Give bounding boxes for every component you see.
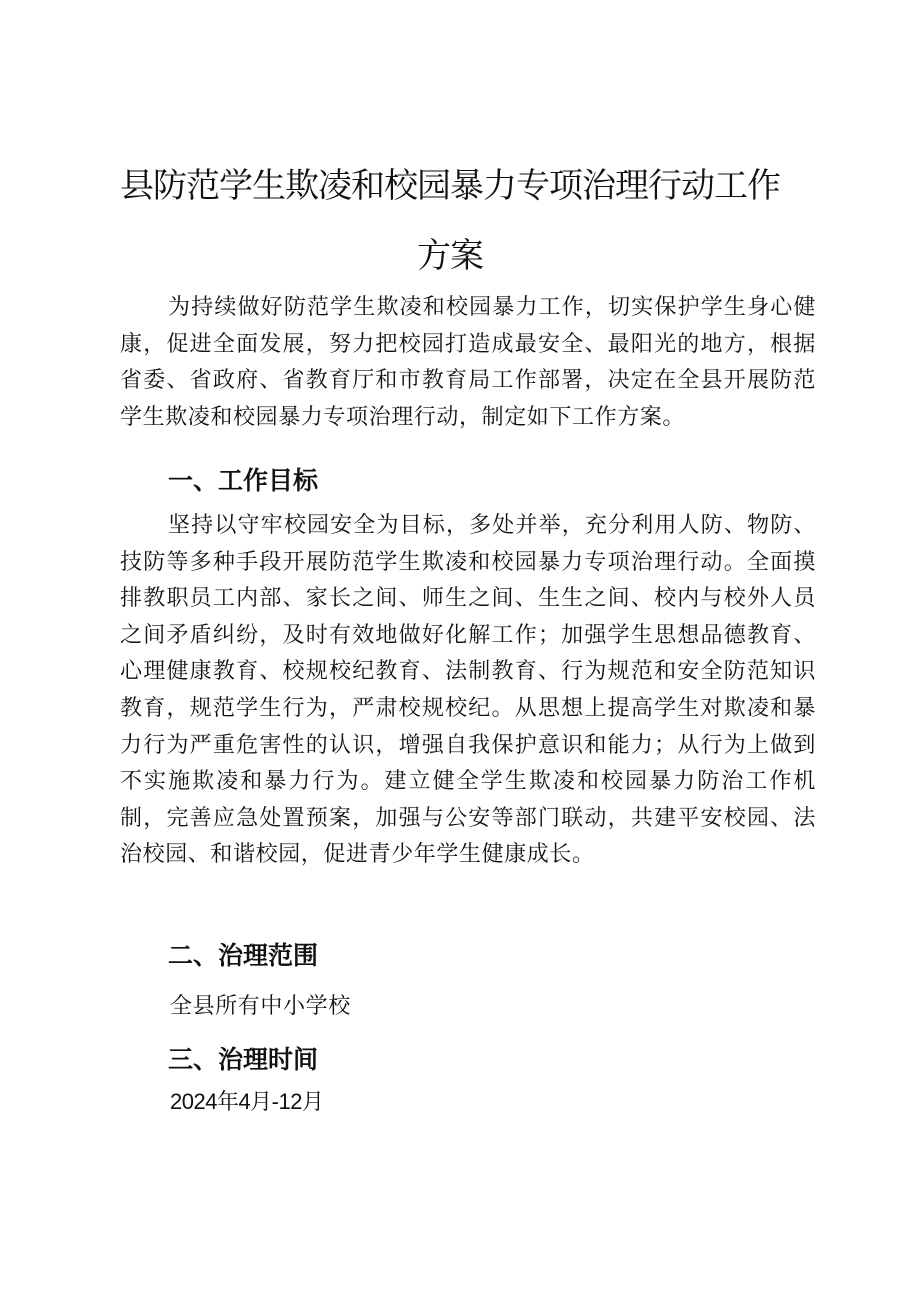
section-body-time: 2024年4月-12月	[170, 1089, 324, 1114]
section-body-scope: 全县所有中小学校	[170, 994, 351, 1019]
section-body-goals: 坚持以守牢校园安全为目标，多处并举，充分利用人防、物防、技防等多种手段开展防范学生欺凌和校园暴力专项治理行动。全面摸排教职员工内部、家长之间、师生之间、生生之间、校内与校外人员之间矛盾纠纷，及时有效地做好化解工作；加强学生思想品德教育、心理健康教育、校规校纪教育、法制教育、行为规范和安全防范知识教育，规范学生行为，严肃校规校纪。从思想上提高学生对欺凌和暴力行为严重危害性的认识，增强自我保护意识和能力；从行为上做到不实施欺凌和暴力行为。建立健全学生欺凌和校园暴力防治工作机制，完善应急处置预案，加强与公安等部门联动，共建平安校园、法治校园、和谐校园，促进青少年学生健康成长。	[120, 513, 816, 868]
section-heading-scope: 二、治理范围	[168, 941, 319, 970]
section-heading-goals: 一、工作目标	[168, 466, 319, 495]
document-title-line-1: 县防范学生欺凌和校园暴力专项治理行动工作	[120, 166, 780, 206]
intro-paragraph: 为持续做好防范学生欺凌和校园暴力工作，切实保护学生身心健康，促进全面发展，努力把校园打造成最安全、最阳光的地方，根据省委、省政府、省教育厅和市教育局工作部署，决定在全县开展防范学生欺凌和校园暴力专项治理行动，制定如下工作方案。	[120, 295, 816, 430]
section-heading-time: 三、治理时间	[168, 1045, 319, 1074]
document-title-line-2: 方案	[417, 236, 483, 276]
